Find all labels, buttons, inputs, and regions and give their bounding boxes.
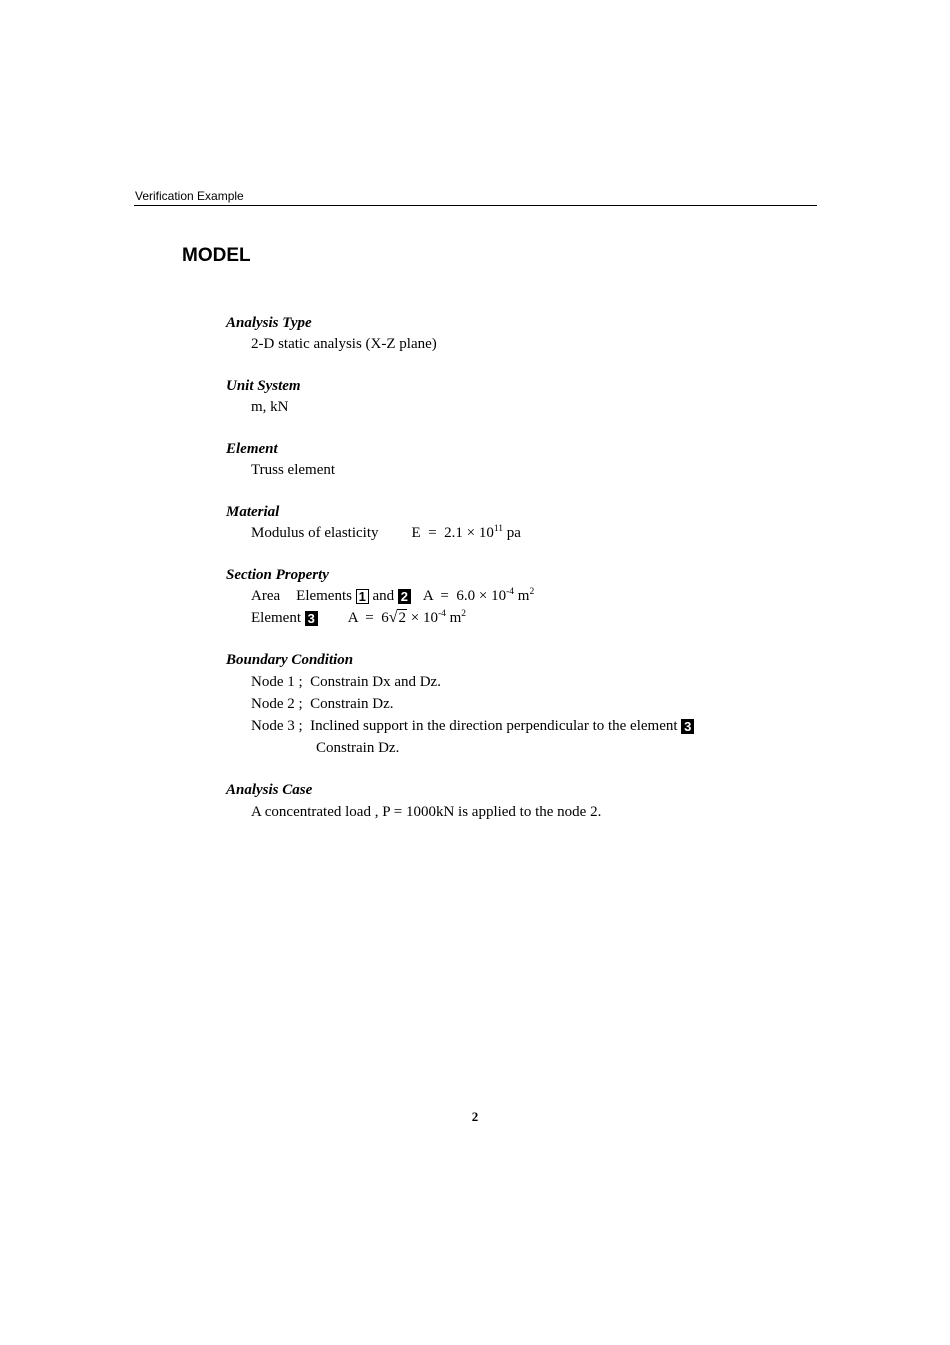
- area-label: Area: [251, 588, 281, 604]
- area-formula-1: A = 6.0 × 10: [422, 588, 507, 604]
- area-formula-2: A = 6: [347, 610, 389, 626]
- modulus-label: Modulus of elasticity: [251, 525, 379, 541]
- analysis-case-title: Analysis Case: [226, 782, 313, 798]
- boundary-node-2: Node 2 ; Constrain Dz.: [251, 696, 394, 712]
- elements-label: Elements: [296, 588, 352, 604]
- sqrt-value: 2: [398, 610, 406, 626]
- boundary-node-3-continuation: Constrain Dz.: [316, 740, 400, 756]
- section-property-row1: [251, 585, 534, 609]
- analysis-type-text: 2-D static analysis (X-Z plane): [251, 336, 437, 352]
- element-2-badge: 2: [398, 589, 411, 604]
- sqrt-symbol: √: [388, 609, 398, 626]
- header-rule: [134, 205, 817, 206]
- area-unit-1: m: [514, 588, 530, 604]
- element-label: Element: [251, 610, 301, 626]
- element-1-badge: 1: [356, 589, 369, 604]
- element-text: Truss element: [251, 462, 336, 478]
- area-unit-exponent-1: 2: [529, 587, 535, 597]
- material-line: [251, 522, 521, 546]
- element-3-badge: 3: [305, 611, 318, 626]
- running-header: Verification Example: [135, 189, 244, 203]
- page-title: MODEL: [182, 245, 251, 266]
- area-exponent-1: -4: [506, 587, 515, 597]
- unit-system-text: m, kN: [251, 399, 289, 415]
- boundary-node-3: [251, 715, 694, 737]
- modulus-unit: pa: [503, 525, 521, 541]
- element-title: Element: [226, 441, 278, 457]
- analysis-type-title: Analysis Type: [226, 315, 312, 331]
- and-text: and: [372, 588, 395, 604]
- boundary-element-3-badge: 3: [681, 719, 694, 734]
- boundary-node-1: Node 1 ; Constrain Dx and Dz.: [251, 674, 441, 690]
- boundary-condition-title: Boundary Condition: [226, 652, 354, 668]
- section-property-title: Section Property: [226, 567, 329, 583]
- page-number: 2: [471, 1109, 479, 1124]
- material-title: Material: [226, 504, 280, 520]
- boundary-node-3-text: Node 3 ; Inclined support in the direction perpendicular to the element: [251, 718, 678, 734]
- area-exponent-2: -4: [437, 609, 446, 619]
- unit-system-title: Unit System: [226, 378, 301, 394]
- analysis-case-text: A concentrated load , P = 1000kN is applied to the node 2.: [251, 804, 602, 820]
- area-formula-2-mid: × 10: [406, 610, 438, 626]
- modulus-formula: E = 2.1 × 10: [411, 525, 494, 541]
- section-property-row2: [251, 607, 466, 631]
- square-root: [389, 607, 407, 629]
- modulus-exponent: 11: [493, 524, 503, 534]
- area-unit-2: m: [445, 610, 462, 626]
- area-unit-exponent-2: 2: [461, 609, 467, 619]
